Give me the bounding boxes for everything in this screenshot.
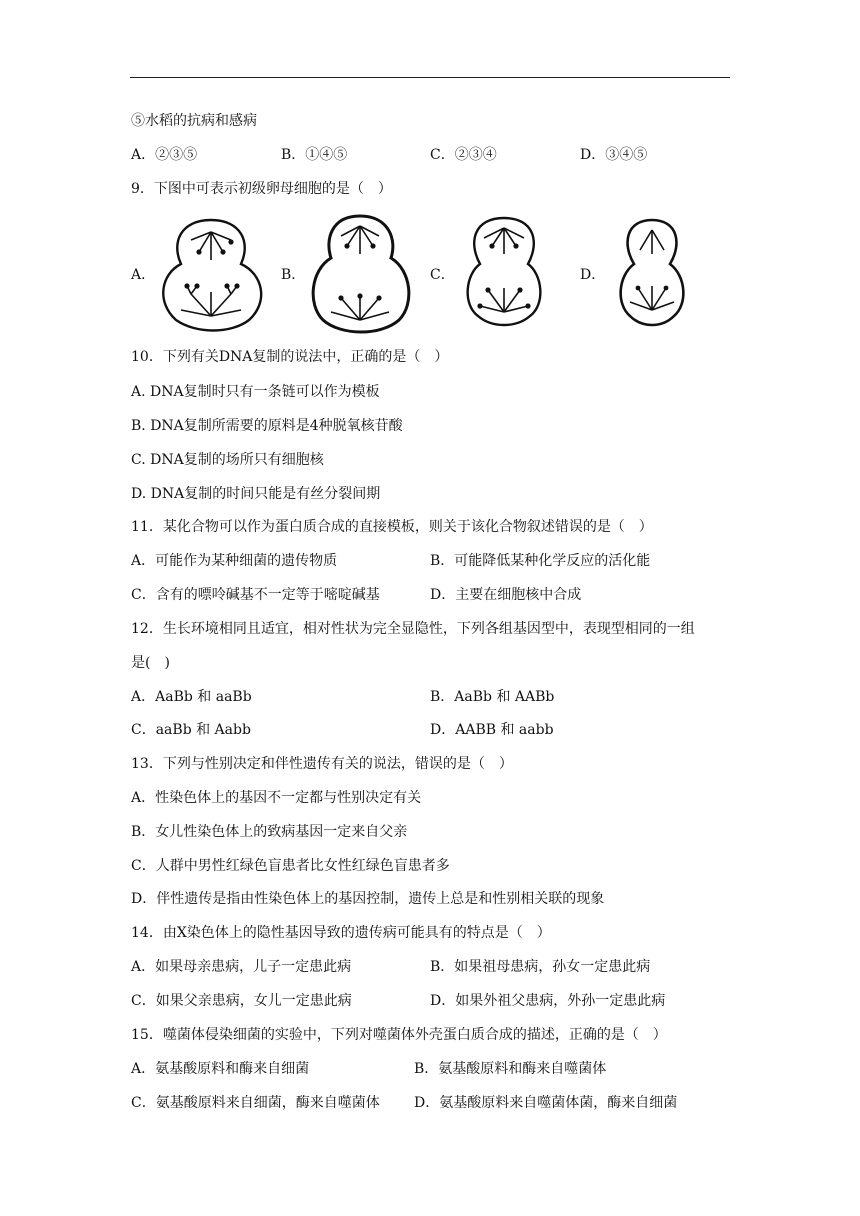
q10-option-c: C. DNA复制的场所只有细胞核 xyxy=(131,452,324,468)
cell-division-figure-b xyxy=(303,212,418,334)
q11-option-c: C．含有的嘌呤碱基不一定等于嘧啶碱基 xyxy=(131,587,380,603)
cell-division-figure-a xyxy=(151,212,271,332)
q15-option-d: D．氨基酸原料来自噬菌体菌，酶来自细菌 xyxy=(414,1095,678,1111)
q14-option-b: B．如果祖母患病，孙女一定患此病 xyxy=(430,959,651,975)
q11-option-d: D．主要在细胞核中合成 xyxy=(430,587,582,603)
q10-option-a: A. DNA复制时只有一条链可以作为模板 xyxy=(131,384,380,400)
q10-stem: 10．下列有关DNA复制的说法中，正确的是（ ） xyxy=(131,349,449,365)
q9-option-d xyxy=(580,212,720,332)
q15-option-c: C．氨基酸原料来自细菌，酶来自噬菌体 xyxy=(131,1095,380,1111)
q8-option-b: B．①④⑤ xyxy=(281,147,348,163)
q12-option-b: B．AaBb 和 AABb xyxy=(430,689,555,705)
q13-option-b: B．女儿性染色体上的致病基因一定来自父亲 xyxy=(131,824,408,840)
q14-option-a: A．如果母亲患病，儿子一定患此病 xyxy=(131,959,352,975)
q11-stem: 11．某化合物可以作为蛋白质合成的直接模板，则关于该化合物叙述错误的是（ ） xyxy=(131,519,653,535)
q11-option-b: B．可能降低某种化学反应的活化能 xyxy=(430,553,651,569)
q15-option-b: B．氨基酸原料和酶来自噬菌体 xyxy=(414,1061,607,1077)
q12-option-c: C．aaBb 和 Aabb xyxy=(131,722,251,738)
q9-option-b xyxy=(281,212,421,332)
q10-option-d: D. DNA复制的时间只能是有丝分裂间期 xyxy=(131,486,381,502)
q9-option-c xyxy=(430,212,570,332)
q15-option-a: A．氨基酸原料和酶来自细菌 xyxy=(131,1061,310,1077)
q13-option-c: C．人群中男性红绿色盲患者比女性红绿色盲患者多 xyxy=(131,858,450,874)
q13-option-d: D．伴性遗传是指由性染色体上的基因控制，遗传上总是和性别相关联的现象 xyxy=(131,891,605,907)
q12-stem-line2: 是( ) xyxy=(131,655,170,671)
q10-option-b: B. DNA复制所需要的原料是4种脱氧核苷酸 xyxy=(131,418,403,434)
q12-stem-line1: 12．生长环境相同且适宜，相对性状为完全显隐性，下列各组基因型中，表现型相同的一组 xyxy=(131,621,695,637)
q12-option-a: A．AaBb 和 aaBb xyxy=(131,689,252,705)
q9-option-a xyxy=(131,212,271,332)
q12-option-d: D．AABB 和 aabb xyxy=(430,722,554,738)
q11-option-a: A．可能作为某种细菌的遗传物质 xyxy=(131,553,338,569)
q8-option-d: D．③④⑤ xyxy=(580,147,648,163)
q14-stem: 14．由X染色体上的隐性基因导致的遗传病可能具有的特点是（ ） xyxy=(131,925,551,941)
q13-option-a: A．性染色体上的基因不一定都与性别决定有关 xyxy=(131,790,422,806)
cell-division-figure-c xyxy=(454,212,554,328)
header-rule xyxy=(130,77,730,78)
q13-stem: 13．下列与性别决定和伴性遗传有关的说法，错误的是（ ） xyxy=(131,756,513,772)
q15-stem: 15．噬菌体侵染细菌的实验中，下列对噬菌体外壳蛋白质合成的描述，正确的是（ ） xyxy=(131,1027,667,1043)
q14-option-c: C．如果父亲患病，女儿一定患此病 xyxy=(131,993,352,1009)
cell-division-figure-d xyxy=(606,212,698,328)
q8-option-c: C．②③④ xyxy=(430,147,497,163)
q9-label-b: B． xyxy=(281,267,306,283)
q9-label-a: A． xyxy=(131,267,156,283)
q9-label-c: C． xyxy=(430,267,455,283)
prev-item-text: ⑤水稻的抗病和感病 xyxy=(131,113,257,129)
q9-label-d: D． xyxy=(580,267,606,283)
q9-stem: 9．下图中可表示初级卵母细胞的是（ ） xyxy=(131,181,392,197)
q14-option-d: D．如果外祖父患病，外孙一定患此病 xyxy=(430,993,666,1009)
q8-option-a: A．②③⑤ xyxy=(131,147,198,163)
